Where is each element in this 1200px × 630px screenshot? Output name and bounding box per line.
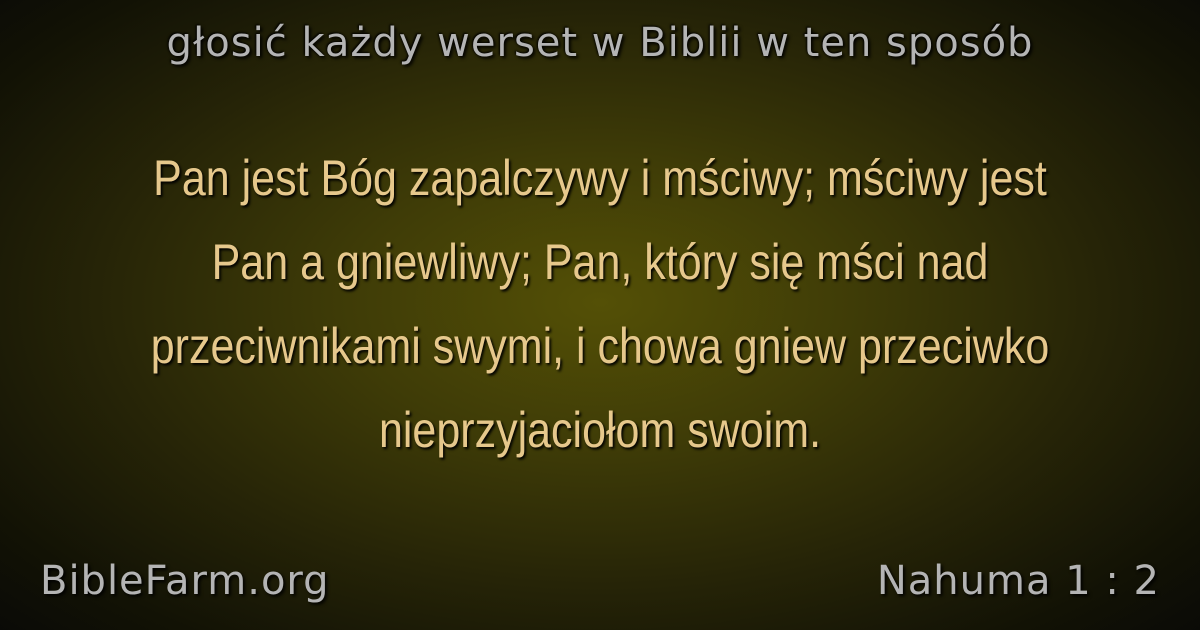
- verse-text: Pan jest Bóg zapalczywy i mściwy; mściwy jest Pan a gniewliwy; Pan, który się mści nad przeciwnikami swymi, i chowa gniew przeciwko nieprzyjaciołom swoim.: [150, 150, 1050, 458]
- site-name: BibleFarm.org: [40, 558, 330, 604]
- verse-reference: Nahuma 1 : 2: [876, 558, 1160, 604]
- header-title: głosić każdy werset w Biblii w ten sposób: [166, 20, 1034, 66]
